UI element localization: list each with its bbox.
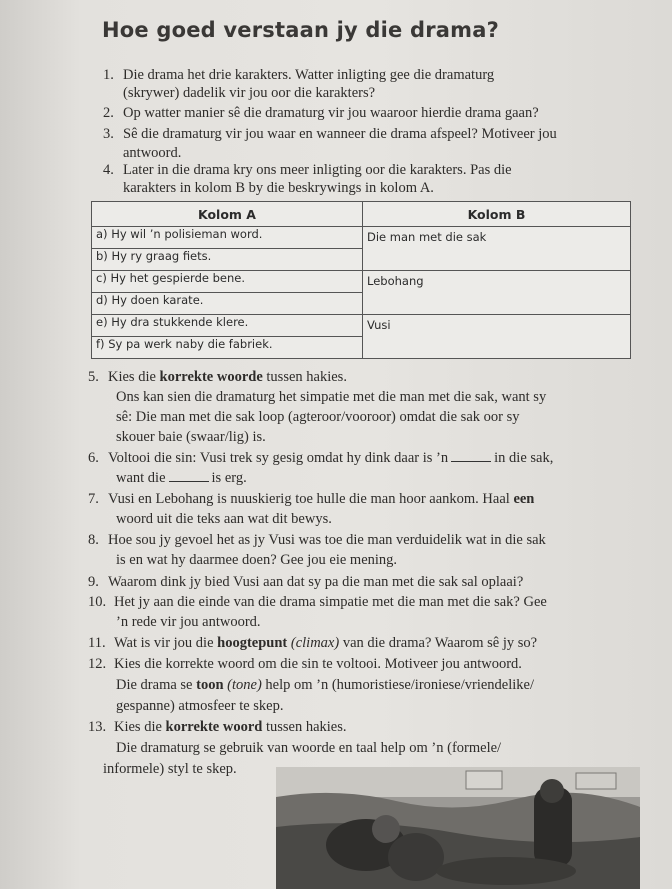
question-number: 13. [88, 719, 107, 735]
question-13-line: Die dramaturg se gebruik van woorde en taal help om ’n (formele/ [116, 740, 502, 756]
question-text: Die drama het drie karakters. Watter inligting gee die dramaturg [123, 67, 495, 83]
question-1-continued: (skrywer) dadelik vir jou oor die karakters? [123, 85, 376, 101]
question-5-line: Ons kan sien die dramaturg het simpatie met die man met die sak, want sy [116, 389, 547, 405]
question-text: Later in die drama kry ons meer inligting oor die karakters. Pas die [123, 162, 512, 178]
column-a-item: c) Hy het gespierde bene. [92, 271, 363, 293]
answer-blank[interactable] [169, 469, 209, 482]
question-7-continued: woord uit die teks aan wat dit bewys. [116, 511, 332, 527]
scene-photo [276, 767, 640, 889]
question-9: 9. Waarom dink jy bied Vusi aan dat sy pa die man met die sak sal oplaai? [88, 574, 524, 590]
question-number: 12. [88, 656, 107, 672]
question-number: 6. [88, 450, 99, 466]
answer-blank[interactable] [451, 449, 491, 462]
question-number: 7. [88, 491, 99, 507]
question-5-line: sê: Die man met die sak loop (agteroor/vooroor) omdat die sak oor sy [116, 409, 520, 425]
question-number: 11. [88, 635, 106, 651]
question-6-continued: want die is erg. [116, 470, 247, 486]
question-2 [103, 104, 539, 123]
question-number: 8. [88, 532, 99, 548]
question-number: 10. [88, 594, 107, 610]
column-a-item: e) Hy dra stukkende klere. [92, 315, 363, 337]
question-text: Sê die dramaturg vir jou waar en wanneer die drama afspeel? Motiveer jou [123, 126, 557, 142]
question-4 [103, 161, 512, 180]
question-4-continued: karakters in kolom B by die beskrywings in kolom A. [123, 180, 434, 196]
question-12-line: gespanne) atmosfeer te skep. [116, 698, 284, 714]
column-a-header: Kolom A [92, 202, 363, 227]
question-5-line: skouer baie (swaar/lig) is. [116, 429, 266, 445]
question-1 [103, 66, 494, 85]
column-b-item: Vusi [363, 315, 631, 359]
column-b-item: Lebohang [363, 271, 631, 315]
column-a-item: d) Hy doen karate. [92, 293, 363, 315]
page-title: Hoe goed verstaan jy die drama? [102, 18, 500, 42]
column-a-item: b) Hy ry graag fiets. [92, 249, 363, 271]
question-13-line: informele) styl te skep. [103, 761, 237, 777]
matching-table [91, 201, 631, 359]
question-12: 12. Kies die korrekte woord om die sin te voltooi. Motiveer jou antwoord. [88, 656, 522, 672]
question-number: 5. [88, 369, 99, 385]
question-number: 1. [103, 67, 114, 83]
question-10-continued: ’n rede vir jou antwoord. [116, 614, 261, 630]
column-a-item: a) Hy wil ’n polisieman word. [92, 227, 363, 249]
question-number: 9. [88, 574, 99, 590]
question-6: 6. Voltooi die sin: Vusi trek sy gesig omdat hy dink daar is ’n in die sak, [88, 450, 554, 466]
question-7: 7. Vusi en Lebohang is nuuskierig toe hulle die man hoor aankom. Haal een [88, 491, 535, 507]
question-5: 5. Kies die korrekte woorde tussen hakies. [88, 369, 347, 385]
column-b-header: Kolom B [363, 202, 631, 227]
question-text: Op watter manier sê die dramaturg vir jou waaroor hierdie drama gaan? [123, 105, 539, 121]
column-a-item: f) Sy pa werk naby die fabriek. [92, 337, 363, 359]
question-12-line: Die drama se toon (tone) help om ’n (humoristiese/ironiese/vriendelike/ [116, 677, 534, 693]
question-number: 4. [103, 162, 114, 178]
question-number: 3. [103, 126, 114, 142]
question-number: 2. [103, 105, 114, 121]
question-8: 8. Hoe sou jy gevoel het as jy Vusi was toe die man verduidelik wat in die sak [88, 532, 546, 548]
scene-photo-image [276, 767, 640, 889]
question-3-continued: antwoord. [123, 145, 182, 161]
question-10: 10. Het jy aan die einde van die drama simpatie met die man met die sak? Gee [88, 594, 547, 610]
question-11: 11. Wat is vir jou die hoogtepunt (climax) van die drama? Waarom sê jy so? [88, 635, 538, 651]
question-3 [103, 125, 557, 144]
question-8-continued: is en wat hy daarmee doen? Gee jou eie mening. [116, 552, 398, 568]
column-b-item: Die man met die sak [363, 227, 631, 271]
question-13: 13. Kies die korrekte woord tussen hakies. [88, 719, 347, 735]
